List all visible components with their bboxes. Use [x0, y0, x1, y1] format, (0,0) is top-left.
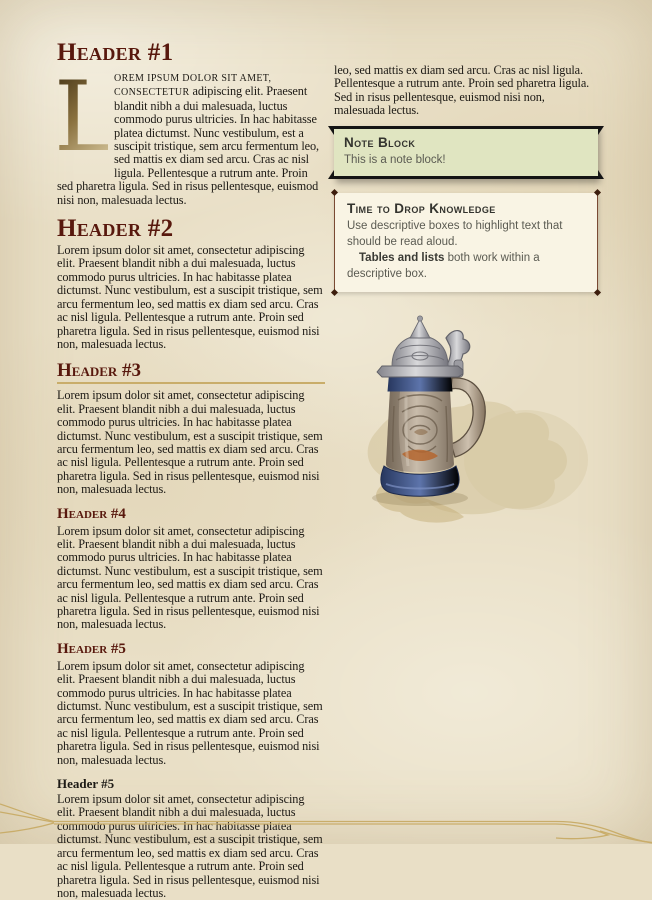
left-column [54, 39, 325, 900]
drop-cap-paragraph [54, 61, 325, 207]
paragraph: Lorem ipsum dolor sit amet, consectetur adipiscing elit. Praesent blandit nibh a dui malesuada, luctus commodo purus ultricies. In hac habitasse platea dictumst. Nunc vestibulum, est a suscipit tristique, sem arcu fermentum leo, sed mattis ex diam sed arcu. Cras ac nisl ligula. Pellentesque a rutrum ante. Proin sed pharetra ligula. Sed in risus pellentesque, euismod nisi non, malesuada lectus. [57, 243, 323, 351]
note-block [334, 126, 598, 179]
note-ribbon-corner [328, 170, 334, 179]
bold-phrase: Tables and lists [359, 251, 445, 264]
header-3: Header #3 [57, 360, 325, 384]
section-2 [57, 216, 325, 351]
note-ribbon-corner [328, 126, 334, 135]
header-1: Header #1 [57, 39, 174, 66]
note-title: Note Block [344, 134, 416, 150]
descriptive-box [334, 193, 598, 292]
right-column [334, 64, 598, 804]
corner-dot [331, 289, 338, 296]
section-5 [57, 641, 325, 767]
paragraph: Lorem ipsum dolor sit amet, consectetur adipiscing elit. Praesent blandit nibh a dui malesuada, luctus commodo purus ultricies. In hac habitasse platea dictumst. Nunc vestibulum, est a suscipit tristique, sem arcu fermentum leo, sed mattis ex diam sed arcu. Cras ac nisl ligula. Pellentesque a rutrum ante. Proin sed pharetra ligula. Sed in risus pellentesque, euismod nisi non, malesuada lectus. [57, 658, 323, 767]
section-3 [57, 360, 325, 496]
paragraph: Lorem ipsum dolor sit amet, consectetur adipiscing elit. Praesent blandit nibh a dui malesuada, luctus commodo purus ultricies. In hac habitasse platea dictumst. Nunc vestibulum, est a suscipit tristique, sem arcu fermentum leo, sed mattis ex diam sed arcu. Cras ac nisl ligula. Pellentesque a rutrum ante. Proin sed pharetra ligula. Sed in risus pellentesque, euismod nisi non, malesuada lectus. [57, 523, 323, 632]
note-ribbon-corner [598, 126, 604, 135]
corner-dot [594, 189, 601, 196]
corner-dot [594, 289, 601, 296]
note-body: This is a note block! [344, 153, 446, 166]
descriptive-body: Use descriptive boxes to highlight text that should be read aloud. [347, 219, 563, 248]
descriptive-body-2: Tables and lists both work within a descriptive box. [347, 251, 540, 280]
beer-stein-illustration [358, 312, 598, 547]
paragraph: Lorem ipsum dolor sit amet, consectetur adipiscing elit. Praesent blandit nibh a dui malesuada, luctus commodo purus ultricies. In hac habitasse platea dictumst. Nunc vestibulum, est a suscipit tristique, sem arcu fermentum leo, sed mattis ex diam sed arcu. Cras ac nisl ligula. Pellentesque a rutrum ante. Proin sed pharetra ligula. Sed in risus pellentesque, euismod nisi non, malesuada lectus. [57, 792, 323, 900]
note-ribbon-corner [598, 170, 604, 179]
paragraph: Lorem ipsum dolor sit amet, consectetur adipiscing elit. Praesent blandit nibh a dui malesuada, luctus commodo purus ultricies. In hac habitasse platea dictumst. Nunc vestibulum, est a suscipit tristique, sem arcu fermentum leo, sed mattis ex diam sed arcu. Cras ac nisl ligula. Pellentesque a rutrum ante. Proin sed pharetra ligula. Sed in risus pellentesque, euismod nisi non, malesuada lectus. [57, 388, 323, 497]
drop-cap-letter: L [54, 61, 118, 173]
paragraph-text: adipiscing elit. Praesent blandit nibh a dui malesuada, luctus commodo purus ultricies. In hac habitasse platea dictumst. Nunc vestibulum, est a suscipit tristique, sem arcu fermentum leo, sed mattis ex diam sed arcu. Cras ac nisl ligula. Pellentesque a rutrum ante. Proin sed pharetra ligula. Sed in risus pellentesque, euismod nisi non, malesuada lectus. [57, 84, 320, 207]
descriptive-title: Time to Drop Knowledge [347, 200, 496, 216]
header-5: Header #5 [57, 640, 126, 657]
beer-stein-image [358, 312, 598, 542]
lead-small-caps: OREM IPSUM DOLOR SIT AMET, CONSECTETUR [114, 73, 272, 99]
header-2: Header #2 [57, 215, 174, 243]
continuation-paragraph: leo, sed mattis ex diam sed arcu. Cras ac nisl ligula. Pellentesque a rutrum ante. Proin sed pharetra ligula. Sed in risus pellentesque, euismod nisi non, malesuada lectus. [334, 63, 590, 118]
page-border-flourish [0, 800, 652, 844]
header-4: Header #4 [57, 505, 126, 522]
section-4 [57, 506, 325, 632]
corner-dot [331, 189, 338, 196]
header-5-bold: Header #5 [57, 776, 115, 792]
